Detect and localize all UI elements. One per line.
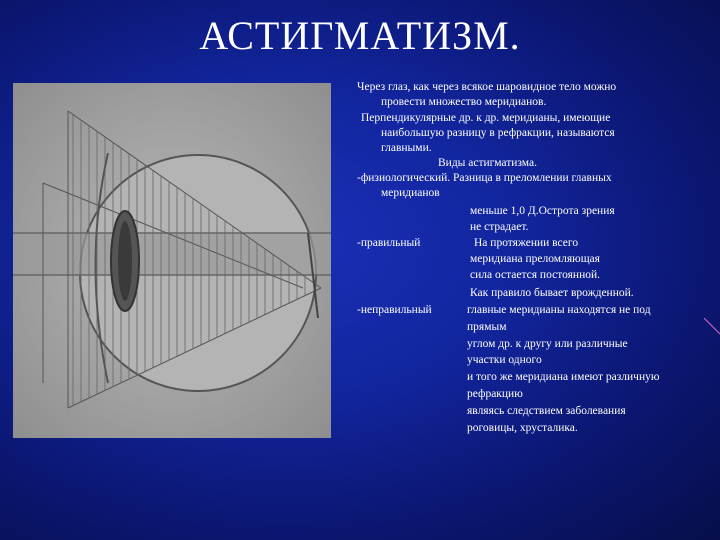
text-line: провести множество меридианов. [381, 96, 547, 108]
text-line: роговицы, хрусталика. [467, 422, 578, 434]
text-line: Через глаз, как через всякое шаровидное тело можно [357, 81, 617, 93]
text-line: Виды астигматизма. [438, 157, 537, 169]
slide-title: АСТИГМАТИЗМ. [199, 13, 521, 58]
text-line: рефракцию [467, 388, 523, 400]
eye-diagram-drawing [13, 83, 331, 438]
text-line: и того же меридиана имеют различную [467, 371, 660, 383]
text-line: Перпендикулярные др. к др. меридианы, имеющие [361, 112, 611, 124]
text-line: главные меридианы находятся не под [467, 304, 651, 316]
eye-astigmatism-diagram [13, 83, 331, 438]
text-line: Как правило бывает врожденной. [470, 287, 634, 299]
text-line: -правильный [357, 237, 421, 249]
text-line: наибольшую разницу в рефракции, называются [381, 127, 615, 139]
text-line: не страдает. [470, 221, 529, 233]
text-line: меридиана преломляющая [470, 253, 600, 265]
decorative-line [704, 318, 720, 338]
text-line: меньше 1,0 Д.Острота зрения [470, 205, 615, 217]
text-line: участки одного [467, 354, 542, 366]
text-line: -физиологический. Разница в преломлении главных [357, 172, 612, 184]
text-line: На протяжении всего [474, 237, 579, 249]
text-line: -неправильный [357, 304, 432, 316]
text-line: меридианов [381, 187, 440, 199]
text-line: сила остается постоянной. [470, 269, 601, 281]
text-line: прямым [467, 321, 507, 333]
text-line: углом др. к другу или различные [467, 338, 628, 350]
text-line: главными. [381, 142, 432, 154]
text-line: являясь следствием заболевания [467, 405, 626, 417]
